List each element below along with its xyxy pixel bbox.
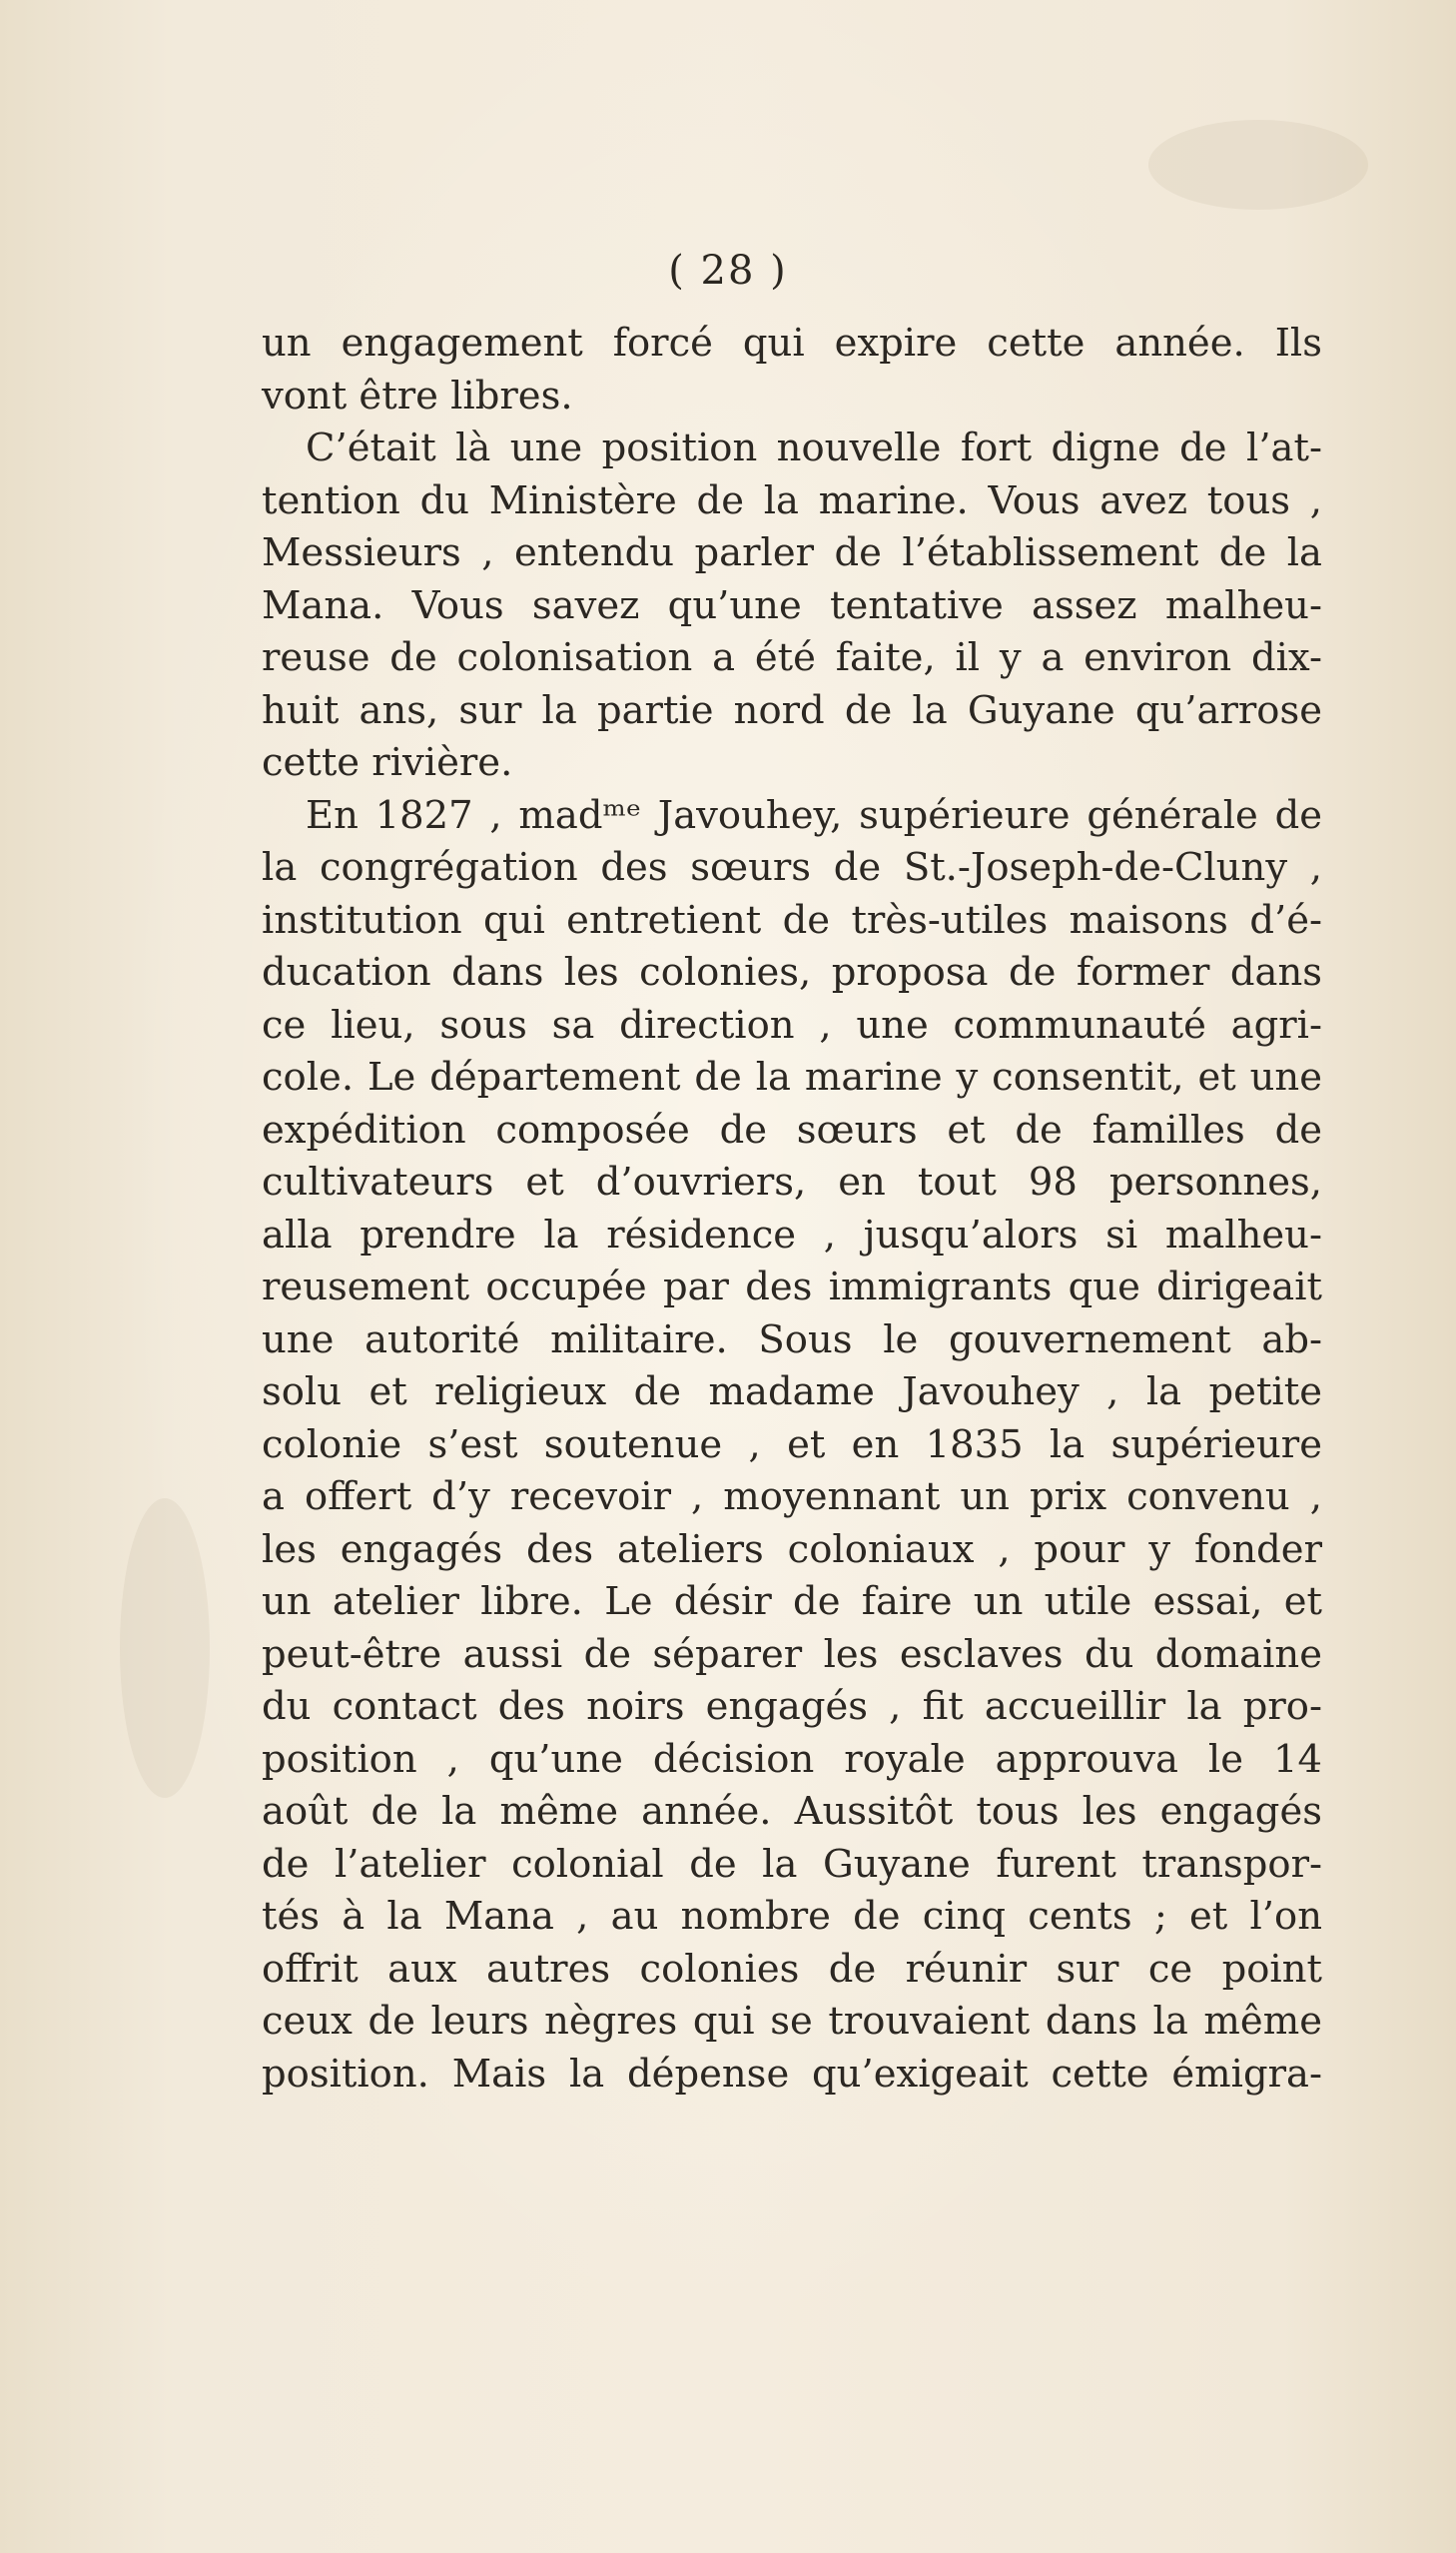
text-line: peut-être aussi de séparer les esclaves du domaine [262,1631,1322,1677]
text-line: Messieurs , entendu parler de l’établissement de la [262,530,1322,575]
text-line: la congrégation des sœurs de St.-Joseph-de-Cluny , [262,845,1322,890]
text-line: a offert d’y recevoir , moyennant un prix convenu , [262,1474,1322,1519]
text-line: ceux de leurs nègres qui se trouvaient dans la même [262,1999,1322,2044]
text-line: solu et religieux de madame Javouhey , la petite [262,1369,1322,1414]
text-line: cultivateurs et d’ouvriers, en tout 98 personnes, [262,1160,1322,1205]
text-line: position. Mais la dépense qu’exigeait cette émigra- [262,2051,1322,2097]
text-line: un engagement forcé qui expire cette année. Ils [262,321,1322,366]
page-number: ( 28 ) [668,248,788,294]
text-line: offrit aux autres colonies de réunir sur ce point [262,1946,1322,1992]
paper-stain [1148,120,1368,210]
text-line: cole. Le département de la marine y consentit, et une [262,1055,1322,1100]
text-line: Mana. Vous savez qu’une tentative assez malheu- [262,582,1322,628]
text-line: expédition composée de sœurs et de familles de [262,1107,1322,1153]
text-line: ce lieu, sous sa direction , une communauté agri- [262,1002,1322,1048]
text-line: reusement occupée par des immigrants que dirigeait [262,1265,1322,1309]
text-line: du contact des noirs engagés , fit accueillir la pro- [262,1684,1322,1729]
text-line: position , qu’une décision royale approuva le 14 [262,1736,1322,1782]
text-line: institution qui entretient de très-utiles maisons d’é- [262,897,1322,943]
text-line: cette rivière. [262,740,513,785]
paper-stain [120,1498,210,1798]
text-line: un atelier libre. Le désir de faire un utile essai, et [262,1579,1322,1624]
text-line: vont être libres. [262,373,573,419]
text-line: C’était là une position nouvelle fort digne de l’at- [306,426,1322,470]
text-line: tention du Ministère de la marine. Vous avez tous , [262,477,1322,523]
text-line: ducation dans les colonies, proposa de former dans [262,950,1322,995]
text-line: les engagés des ateliers coloniaux , pour y fonder [262,1526,1322,1572]
text-line: de l’atelier colonial de la Guyane furent transpor- [262,1841,1322,1887]
text-line: colonie s’est soutenue , et en 1835 la supérieure [262,1421,1322,1467]
text-line: tés à la Mana , au nombre de cinq cents ; et l’on [262,1894,1322,1939]
text-line: août de la même année. Aussitôt tous les engagés [262,1789,1322,1834]
body-text [262,318,1322,2101]
text-line: alla prendre la résidence , jusqu’alors si malheu- [262,1212,1322,1258]
text-line: une autorité militaire. Sous le gouvernement ab- [262,1316,1322,1362]
text-line: En 1827 , madᵐᵉ Javouhey, supérieure générale de [306,792,1322,838]
text-line: huit ans, sur la partie nord de la Guyane qu’arrose [262,687,1322,733]
text-line: reuse de colonisation a été faite, il y a environ dix- [262,635,1322,680]
